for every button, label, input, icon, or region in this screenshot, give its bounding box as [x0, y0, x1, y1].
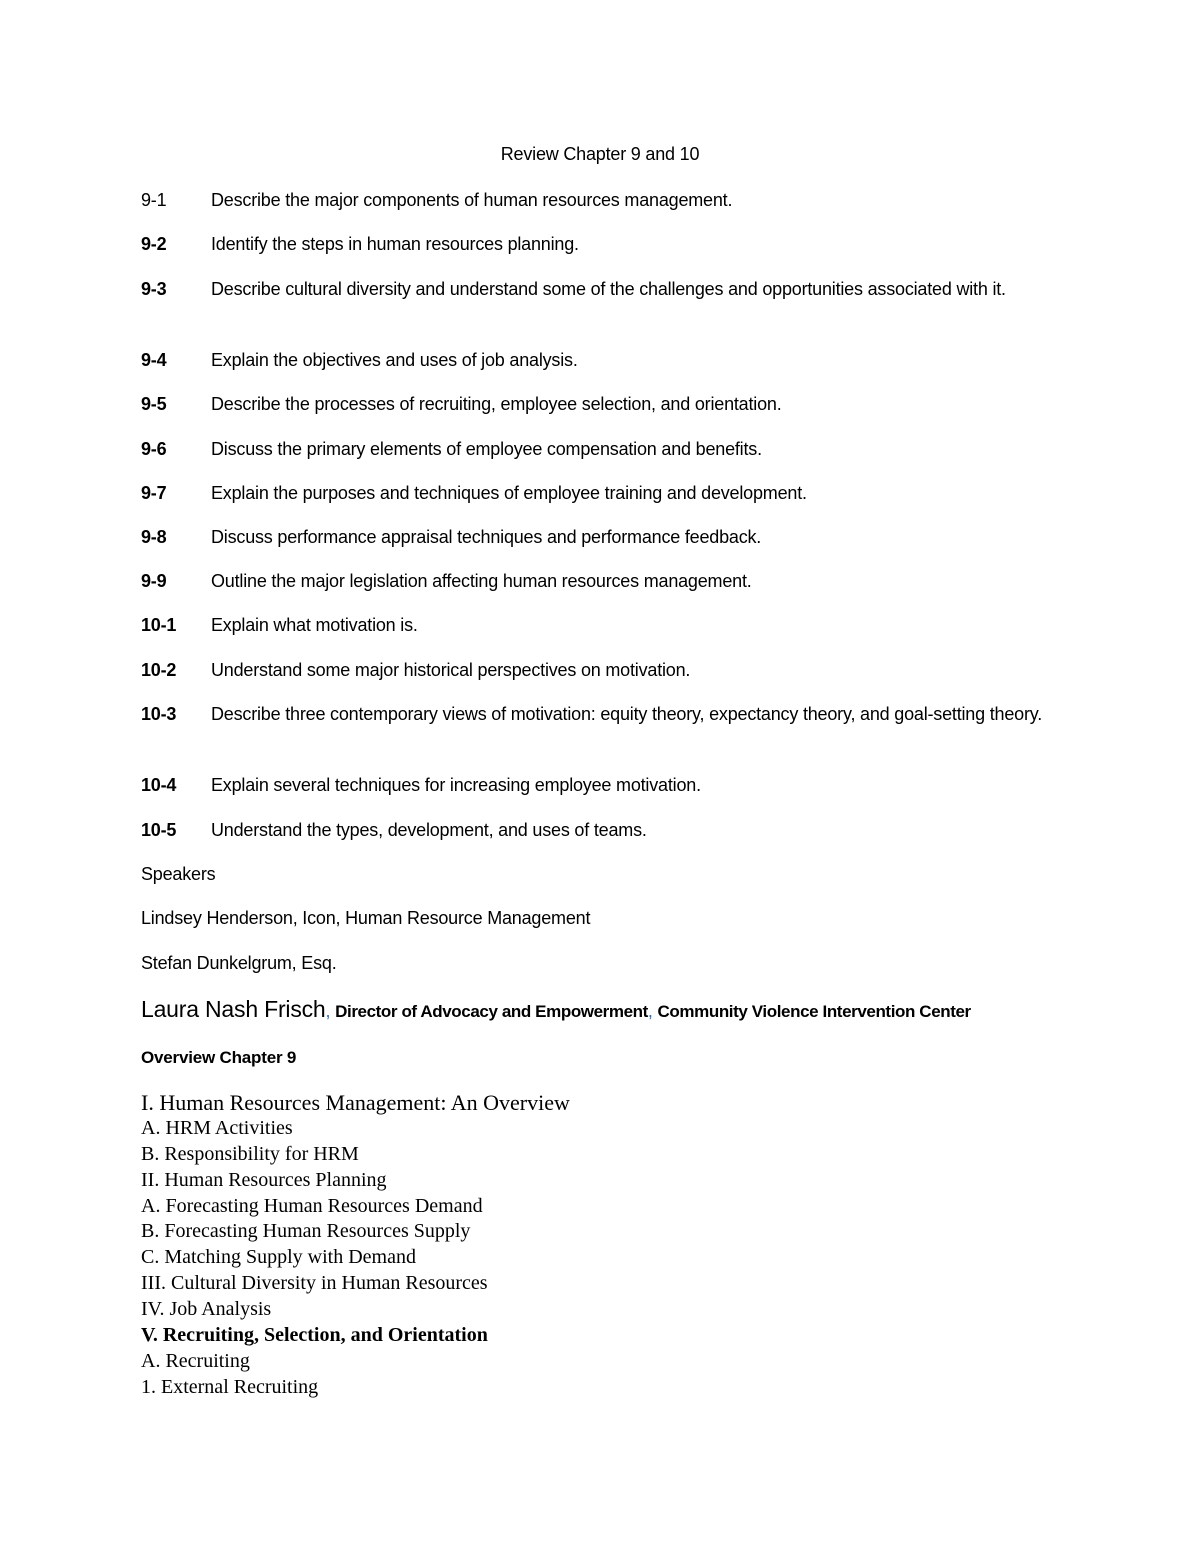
objective-item	[141, 523, 1061, 551]
outline-line: I. Human Resources Management: An Overview	[141, 1090, 570, 1115]
outline-line: 1. External Recruiting	[141, 1375, 319, 1398]
separator-comma: ,	[325, 1001, 331, 1021]
objective-item	[141, 275, 1061, 303]
objective-text: Explain the objectives and uses of job analysis.	[211, 350, 578, 370]
objective-item	[141, 435, 1061, 463]
objective-number: 9-4	[141, 350, 167, 370]
objective-item	[141, 816, 1061, 844]
objective-number: 9-6	[141, 439, 167, 459]
objective-text: Explain what motivation is.	[211, 615, 418, 635]
objective-number: 9-3	[141, 279, 167, 299]
speaker-name: Laura Nash Frisch	[141, 996, 326, 1022]
overview-heading: Overview Chapter 9	[141, 1048, 297, 1067]
objective-item	[141, 771, 1061, 799]
objective-item	[141, 390, 1061, 418]
objective-text: Discuss the primary elements of employee compensation and benefits.	[211, 439, 762, 459]
featured-speaker	[141, 996, 971, 1023]
objective-text: Understand the types, development, and uses of teams.	[211, 820, 647, 840]
outline-line: V. Recruiting, Selection, and Orientation	[141, 1324, 488, 1347]
outline-line: C. Matching Supply with Demand	[141, 1246, 416, 1269]
objective-text: Explain the purposes and techniques of employee training and development.	[211, 483, 807, 503]
speaker-item: Stefan Dunkelgrum, Esq.	[141, 953, 337, 973]
objective-text: Describe three contemporary views of motivation: equity theory, expectancy theory, and goal-setting theory.	[211, 704, 1043, 724]
outline-line: A. HRM Activities	[141, 1116, 293, 1139]
speaker-organization: Community Violence Intervention Center	[657, 1002, 971, 1021]
objective-text: Understand some major historical perspectives on motivation.	[211, 660, 691, 680]
objective-item	[141, 567, 1061, 595]
objective-text: Describe the major components of human resources management.	[211, 190, 733, 210]
separator-comma: ,	[647, 1001, 653, 1021]
outline-line: B. Forecasting Human Resources Supply	[141, 1220, 471, 1243]
outline-line: II. Human Resources Planning	[141, 1168, 387, 1191]
objective-item	[141, 230, 1061, 258]
objective-text: Explain several techniques for increasing employee motivation.	[211, 775, 701, 795]
objective-number: 9-1	[141, 190, 167, 210]
objective-number: 9-2	[141, 234, 167, 254]
objective-item	[141, 700, 1061, 728]
objective-item	[141, 186, 1061, 214]
outline-line: A. Recruiting	[141, 1349, 250, 1372]
objective-number: 10-3	[141, 704, 177, 724]
outline-line: B. Responsibility for HRM	[141, 1142, 359, 1165]
objective-text: Describe the processes of recruiting, employee selection, and orientation.	[211, 394, 782, 414]
objective-number: 9-8	[141, 527, 167, 547]
objective-item	[141, 656, 1061, 684]
objective-number: 10-5	[141, 820, 177, 840]
objective-text: Discuss performance appraisal techniques and performance feedback.	[211, 527, 762, 547]
objective-text: Describe cultural diversity and understand some of the challenges and opportunities associated with it.	[211, 279, 1006, 299]
outline-line: III. Cultural Diversity in Human Resources	[141, 1272, 488, 1295]
objective-number: 9-5	[141, 394, 167, 414]
speaker-item: Lindsey Henderson, Icon, Human Resource Management	[141, 908, 591, 928]
page-title: Review Chapter 9 and 10	[500, 144, 700, 164]
outline-line: A. Forecasting Human Resources Demand	[141, 1194, 483, 1217]
speaker-role: Director of Advocacy and Empowerment	[335, 1002, 648, 1021]
objective-number: 9-7	[141, 483, 167, 503]
speakers-heading: Speakers	[141, 864, 216, 884]
objective-number: 10-2	[141, 660, 177, 680]
objective-text: Outline the major legislation affecting human resources management.	[211, 571, 752, 591]
objective-item	[141, 346, 1061, 374]
objective-item	[141, 611, 1061, 639]
outline-line: IV. Job Analysis	[141, 1298, 272, 1321]
objective-number: 9-9	[141, 571, 167, 591]
objective-number: 10-4	[141, 775, 177, 795]
objective-number: 10-1	[141, 615, 177, 635]
objective-item	[141, 479, 1061, 507]
objective-text: Identify the steps in human resources planning.	[211, 234, 579, 254]
overview-outline	[141, 1090, 570, 1401]
